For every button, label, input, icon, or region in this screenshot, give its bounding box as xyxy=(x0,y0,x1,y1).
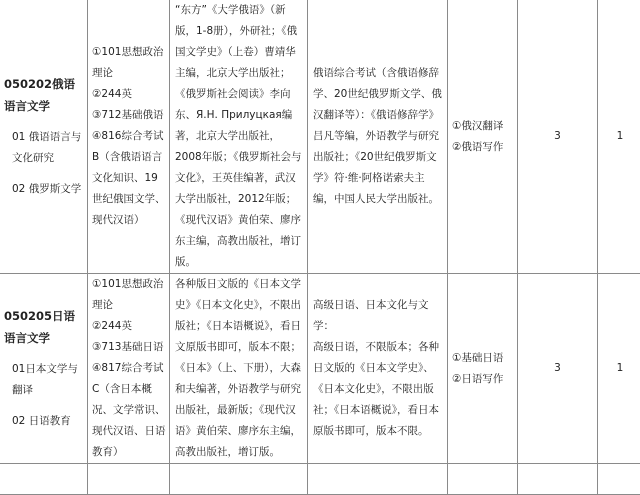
table-row-japanese xyxy=(0,274,640,464)
interview-item: ②俄语写作 xyxy=(452,137,514,158)
reference-books-cell: 各种版日文版的《日本文学史》《日本文化史》，不限出版社；《日本语概说》，看日文原版书即可，版本不限；《日本》（上、下册），大森和夫编著，外语教学与研究出版社，最新版；《现代汉语》黄伯荣、廖序东主编，高教出版社，增订版。 xyxy=(170,274,308,464)
count-cell-b: 1 xyxy=(598,0,640,274)
retest-text: 俄语综合考试（含俄语修辞学、20世纪俄罗斯文学、俄汉翻译等）：《俄语修辞学》吕凡等编，外语教学与研究出版社；《20世纪俄罗斯文学》符·维·阿格诺索夫主编，中国人民大学出版社。 xyxy=(313,63,444,210)
empty-cell xyxy=(448,464,518,495)
exam-subjects-cell xyxy=(88,0,170,274)
retest-cell xyxy=(308,0,448,274)
direction-item: 02 日语教育 xyxy=(4,411,84,432)
empty-cell xyxy=(88,464,170,495)
empty-cell xyxy=(170,464,308,495)
exam-subject: ④817综合考试C（含日本概况、文学常识、现代汉语、日语教育） xyxy=(92,358,167,463)
count-cell-b: 1 xyxy=(598,274,640,464)
interview-cell xyxy=(448,0,518,274)
exam-subject: ③712基础俄语 xyxy=(92,105,167,126)
interview-item: ②日语写作 xyxy=(452,369,514,390)
empty-cell xyxy=(308,464,448,495)
direction-item: 02 俄罗斯文学 xyxy=(4,179,84,200)
direction-item: 01 俄语语言与文化研究 xyxy=(4,127,84,169)
retest-text: 高级日语，不限版本；各种日文版的《日本文学史》、《日本文化史》，不限出版社；《日本语概说》，看日本原版书即可，版本不限。 xyxy=(313,337,444,442)
exam-subject: ②244英 xyxy=(92,84,167,105)
exam-subject: ②244英 xyxy=(92,316,167,337)
empty-cell xyxy=(598,464,640,495)
retest-cell xyxy=(308,274,448,464)
interview-cell xyxy=(448,274,518,464)
exam-subjects-cell xyxy=(88,274,170,464)
empty-cell xyxy=(518,464,598,495)
exam-subject: ①101思想政治理论 xyxy=(92,274,167,316)
count-cell-a: 3 xyxy=(518,0,598,274)
table-row-partial xyxy=(0,464,640,495)
major-cell xyxy=(0,0,88,274)
count-cell-a: 3 xyxy=(518,274,598,464)
empty-cell xyxy=(0,464,88,495)
exam-subject: ④816综合考试B（含俄语语言文化知识、19世纪俄国文学、现代汉语） xyxy=(92,126,167,231)
major-cell xyxy=(0,274,88,464)
reference-books-cell: “东方”《大学俄语》（新版，1-8册），外研社；《俄国文学史》（上卷）曹靖华主编，北京大学出版社；《俄罗斯社会阅读》李向东、Я.Н. Прилуцкая编著，北京大学出版社，2008年版；《俄罗斯社会与文化》，王英佳编著，武汉大学出版社，2012年版；《现代汉语》黄伯荣、廖序东主编，高教出版社，增订版。 xyxy=(170,0,308,274)
interview-item: ①俄汉翻译 xyxy=(452,116,514,137)
exam-subject: ③713基础日语 xyxy=(92,337,167,358)
exam-subject: ①101思想政治理论 xyxy=(92,42,167,84)
direction-item: 01日本文学与翻译 xyxy=(4,359,84,401)
major-code: 050202俄语语言文学 xyxy=(4,73,84,117)
interview-item: ①基础日语 xyxy=(452,348,514,369)
retest-text: 高级日语、日本文化与文学： xyxy=(313,295,444,337)
major-code: 050205日语语言文学 xyxy=(4,305,84,349)
